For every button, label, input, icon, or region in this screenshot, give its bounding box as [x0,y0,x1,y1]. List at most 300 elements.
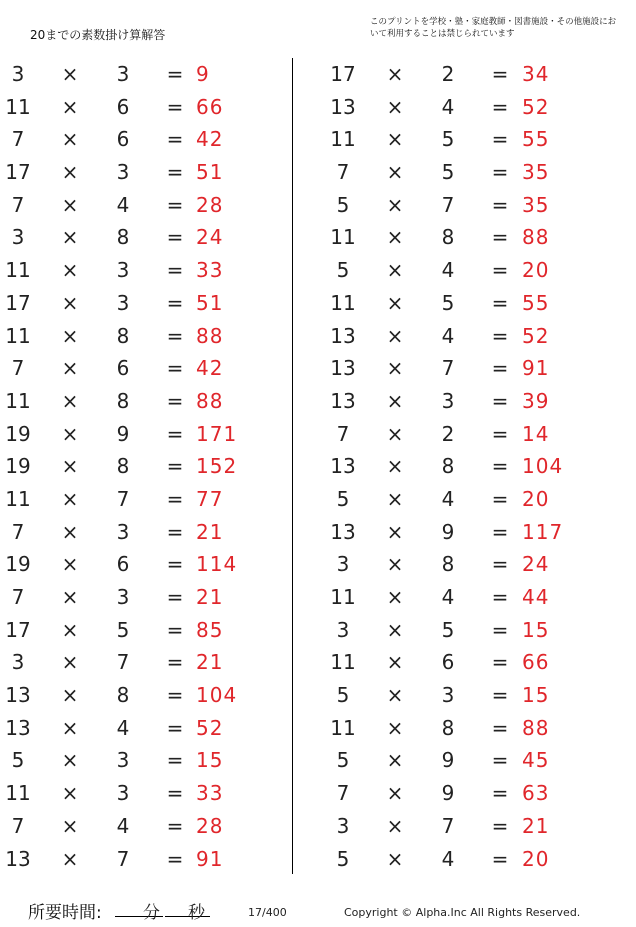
multiplicand: 11 [5,486,31,511]
times-sign: × [386,552,404,577]
times-sign: × [386,127,404,152]
multiplicand: 13 [330,388,356,413]
times-sign: × [61,650,79,675]
multiplier: 3 [116,258,130,283]
equals-sign: = [166,552,184,577]
answer: 88 [196,388,224,413]
times-sign: × [386,323,404,348]
multiplicand: 5 [336,748,350,773]
multiplicand: 11 [5,94,31,119]
multiplier: 5 [441,617,455,642]
times-sign: × [61,258,79,283]
multiplier: 4 [441,585,455,609]
equals-sign: = [491,650,509,675]
equals-sign: = [166,486,184,511]
problem-row [310,646,620,679]
equals-sign: = [166,323,184,348]
equals-sign: = [491,290,509,315]
answer: 15 [196,748,224,773]
problem-row [0,58,290,91]
multiplier: 4 [441,323,455,348]
multiplicand: 13 [330,454,356,479]
multiplicand: 13 [5,715,31,740]
multiplicand: 11 [330,650,356,675]
multiplier: 6 [116,127,130,152]
multiplier: 3 [116,160,130,185]
problem-row [0,254,290,287]
equals-sign: = [166,258,184,283]
equals-sign: = [166,519,184,544]
answer: 77 [196,486,224,511]
multiplier: 3 [116,290,130,315]
answer: 44 [522,585,550,609]
answer: 66 [522,650,550,675]
times-sign: × [386,192,404,217]
equals-sign: = [166,421,184,446]
multiplier: 9 [116,421,130,446]
multiplicand: 13 [5,846,31,871]
problem-row [0,581,290,614]
answer: 21 [196,585,224,609]
times-sign: × [61,192,79,217]
times-sign: × [61,160,79,185]
multiplier: 7 [441,356,455,381]
multiplicand: 7 [11,356,25,381]
times-sign: × [61,454,79,479]
answer: 21 [196,519,224,544]
problem-row [0,123,290,156]
answer: 55 [522,290,550,315]
problem-row [310,614,620,647]
times-sign: × [386,846,404,871]
multiplier: 9 [441,748,455,773]
answer: 42 [196,127,224,152]
multiplier: 4 [116,715,130,740]
copyright-notice: Copyright © Alpha.Inc All Rights Reserved. [344,906,581,919]
equals-sign: = [166,781,184,806]
multiplier: 7 [441,813,455,838]
answer: 114 [196,552,238,577]
problem-row [310,679,620,712]
times-sign: × [61,715,79,740]
answer: 171 [196,421,238,446]
multiplicand: 5 [336,846,350,871]
multiplicand: 5 [336,258,350,283]
equals-sign: = [491,421,509,446]
problem-row [310,91,620,124]
answer: 20 [522,846,550,871]
answer: 28 [196,813,224,838]
answer: 33 [196,781,224,806]
multiplier: 3 [116,585,130,609]
multiplier: 7 [116,650,130,675]
times-sign: × [61,62,79,86]
multiplier: 3 [441,388,455,413]
equals-sign: = [166,748,184,773]
times-sign: × [61,519,79,544]
multiplier: 3 [116,519,130,544]
multiplicand: 7 [11,813,25,838]
times-sign: × [386,650,404,675]
answer: 88 [196,323,224,348]
multiplicand: 11 [330,585,356,609]
multiplier: 6 [116,356,130,381]
multiplier: 3 [116,62,130,86]
problem-row [310,287,620,320]
usage-notice: このプリントを学校・塾・家庭教師・図書施設・その他施設において利用することは禁じられています [370,17,617,39]
equals-sign: = [166,617,184,642]
times-sign: × [386,781,404,806]
problem-row [310,712,620,745]
equals-sign: = [166,127,184,152]
answer: 24 [522,552,550,577]
multiplicand: 7 [336,781,350,806]
multiplicand: 3 [11,62,25,86]
multiplicand: 7 [11,519,25,544]
answer: 152 [196,454,238,479]
problem-row [310,843,620,876]
problem-column-left [0,58,290,875]
multiplicand: 11 [5,323,31,348]
times-sign: × [61,421,79,446]
multiplier: 5 [116,617,130,642]
problem-row [310,123,620,156]
multiplier: 7 [441,192,455,217]
problem-row [310,581,620,614]
answer: 15 [522,683,550,708]
equals-sign: = [491,813,509,838]
multiplicand: 11 [330,290,356,315]
problem-row [0,189,290,222]
multiplicand: 13 [330,94,356,119]
times-sign: × [61,486,79,511]
problem-row [310,744,620,777]
multiplier: 8 [441,552,455,577]
answer: 104 [196,683,238,708]
multiplicand: 11 [330,715,356,740]
equals-sign: = [491,617,509,642]
answer: 21 [196,650,224,675]
multiplier: 8 [116,683,130,708]
multiplier: 4 [441,258,455,283]
multiplier: 4 [441,94,455,119]
equals-sign: = [491,258,509,283]
equals-sign: = [166,683,184,708]
equals-sign: = [166,454,184,479]
times-sign: × [61,94,79,119]
multiplicand: 5 [11,748,25,773]
multiplicand: 7 [11,585,25,609]
times-sign: × [61,225,79,250]
times-sign: × [61,388,79,413]
answer: 24 [196,225,224,250]
equals-sign: = [166,813,184,838]
problem-row [0,352,290,385]
multiplicand: 5 [336,683,350,708]
problem-row [310,254,620,287]
problem-row [0,614,290,647]
multiplier: 4 [116,192,130,217]
seconds-unit: 秒 [188,903,205,923]
multiplicand: 7 [336,160,350,185]
multiplier: 7 [116,846,130,871]
multiplier: 5 [441,127,455,152]
problem-row [0,810,290,843]
equals-sign: = [491,127,509,152]
multiplier: 8 [116,323,130,348]
multiplier: 4 [441,846,455,871]
times-sign: × [386,258,404,283]
problem-row [0,712,290,745]
answer: 91 [196,846,224,871]
multiplicand: 19 [5,421,31,446]
equals-sign: = [491,323,509,348]
times-sign: × [61,290,79,315]
multiplier: 8 [441,225,455,250]
equals-sign: = [491,94,509,119]
multiplicand: 13 [330,519,356,544]
equals-sign: = [491,683,509,708]
equals-sign: = [491,454,509,479]
times-sign: × [386,454,404,479]
multiplier: 9 [441,781,455,806]
multiplier: 6 [116,552,130,577]
problem-row [0,516,290,549]
problem-row [0,777,290,810]
equals-sign: = [491,356,509,381]
multiplier: 7 [116,486,130,511]
times-sign: × [386,683,404,708]
multiplicand: 5 [336,486,350,511]
equals-sign: = [491,552,509,577]
equals-sign: = [491,486,509,511]
multiplier: 5 [441,160,455,185]
answer: 28 [196,192,224,217]
answer: 9 [196,62,210,86]
problem-row [310,320,620,353]
multiplicand: 11 [5,781,31,806]
multiplicand: 7 [11,127,25,152]
problem-row [0,287,290,320]
times-sign: × [386,813,404,838]
times-sign: × [386,62,404,86]
times-sign: × [386,486,404,511]
problem-row [0,548,290,581]
answer: 21 [522,813,550,838]
times-sign: × [386,94,404,119]
times-sign: × [61,683,79,708]
multiplicand: 7 [11,192,25,217]
answer: 35 [522,192,550,217]
multiplicand: 13 [330,323,356,348]
multiplier: 8 [116,225,130,250]
equals-sign: = [166,356,184,381]
multiplier: 3 [116,781,130,806]
equals-sign: = [491,585,509,609]
problem-row [0,646,290,679]
times-sign: × [61,781,79,806]
answer: 35 [522,160,550,185]
equals-sign: = [166,225,184,250]
multiplicand: 7 [336,421,350,446]
times-sign: × [61,813,79,838]
multiplier: 8 [441,454,455,479]
times-sign: × [386,421,404,446]
answer: 66 [196,94,224,119]
answer: 51 [196,160,224,185]
times-sign: × [386,225,404,250]
times-sign: × [61,585,79,609]
problem-row [0,91,290,124]
answer: 42 [196,356,224,381]
answer: 88 [522,715,550,740]
multiplicand: 3 [336,617,350,642]
times-sign: × [61,127,79,152]
equals-sign: = [491,715,509,740]
multiplier: 4 [116,813,130,838]
multiplicand: 3 [11,225,25,250]
times-sign: × [61,323,79,348]
answer: 45 [522,748,550,773]
multiplicand: 3 [336,552,350,577]
equals-sign: = [166,290,184,315]
answer: 117 [522,519,564,544]
times-sign: × [61,846,79,871]
problem-row [0,418,290,451]
problem-row [310,483,620,516]
answer: 52 [196,715,224,740]
equals-sign: = [491,62,509,86]
multiplicand: 3 [11,650,25,675]
equals-sign: = [166,585,184,609]
multiplier: 6 [441,650,455,675]
problem-row [0,156,290,189]
problem-row [0,320,290,353]
time-required-label: 所要時間: [28,903,102,923]
answer: 39 [522,388,550,413]
times-sign: × [386,748,404,773]
problem-row [310,777,620,810]
multiplicand: 13 [5,683,31,708]
problem-row [310,352,620,385]
answer: 33 [196,258,224,283]
multiplier: 9 [441,519,455,544]
minutes-unit: 分 [143,903,160,923]
multiplier: 5 [441,290,455,315]
equals-sign: = [166,94,184,119]
multiplier: 2 [441,421,455,446]
equals-sign: = [491,846,509,871]
problem-column-right [310,58,620,875]
answer: 15 [522,617,550,642]
multiplicand: 17 [5,617,31,642]
multiplicand: 19 [5,454,31,479]
multiplier: 4 [441,486,455,511]
times-sign: × [386,617,404,642]
multiplicand: 19 [5,552,31,577]
multiplicand: 11 [330,225,356,250]
equals-sign: = [491,225,509,250]
answer: 55 [522,127,550,152]
multiplier: 8 [116,388,130,413]
equals-sign: = [491,519,509,544]
times-sign: × [386,160,404,185]
problem-row [310,548,620,581]
worksheet-title: 20までの素数掛け算解答 [30,28,166,42]
times-sign: × [386,519,404,544]
problem-row [0,843,290,876]
multiplier: 3 [116,748,130,773]
problem-row [310,221,620,254]
page-number: 17/400 [248,906,287,919]
answer: 91 [522,356,550,381]
multiplicand: 17 [5,160,31,185]
equals-sign: = [491,160,509,185]
equals-sign: = [491,192,509,217]
equals-sign: = [166,388,184,413]
times-sign: × [61,356,79,381]
times-sign: × [386,585,404,609]
problem-row [310,156,620,189]
answer: 51 [196,290,224,315]
equals-sign: = [166,192,184,217]
times-sign: × [386,290,404,315]
problem-row [310,385,620,418]
multiplicand: 17 [330,62,356,86]
multiplier: 8 [116,454,130,479]
answer: 104 [522,454,564,479]
problem-row [310,516,620,549]
problem-row [310,450,620,483]
problem-row [0,385,290,418]
problem-row [310,418,620,451]
times-sign: × [61,617,79,642]
answer: 14 [522,421,550,446]
times-sign: × [386,388,404,413]
equals-sign: = [166,846,184,871]
multiplicand: 11 [330,127,356,152]
multiplicand: 3 [336,813,350,838]
answer: 34 [522,62,550,86]
answer: 20 [522,486,550,511]
problem-row [0,483,290,516]
answer: 63 [522,781,550,806]
problem-row [0,679,290,712]
multiplier: 2 [441,62,455,86]
equals-sign: = [166,62,184,86]
multiplicand: 13 [330,356,356,381]
equals-sign: = [491,748,509,773]
equals-sign: = [491,388,509,413]
times-sign: × [61,748,79,773]
equals-sign: = [166,160,184,185]
problem-row [310,58,620,91]
problem-row [0,744,290,777]
equals-sign: = [491,781,509,806]
times-sign: × [386,715,404,740]
answer: 88 [522,225,550,250]
answer: 20 [522,258,550,283]
multiplier: 3 [441,683,455,708]
answer: 85 [196,617,224,642]
multiplier: 6 [116,94,130,119]
times-sign: × [61,552,79,577]
answer: 52 [522,94,550,119]
column-divider [292,58,293,874]
answer: 52 [522,323,550,348]
problem-row [0,221,290,254]
equals-sign: = [166,715,184,740]
